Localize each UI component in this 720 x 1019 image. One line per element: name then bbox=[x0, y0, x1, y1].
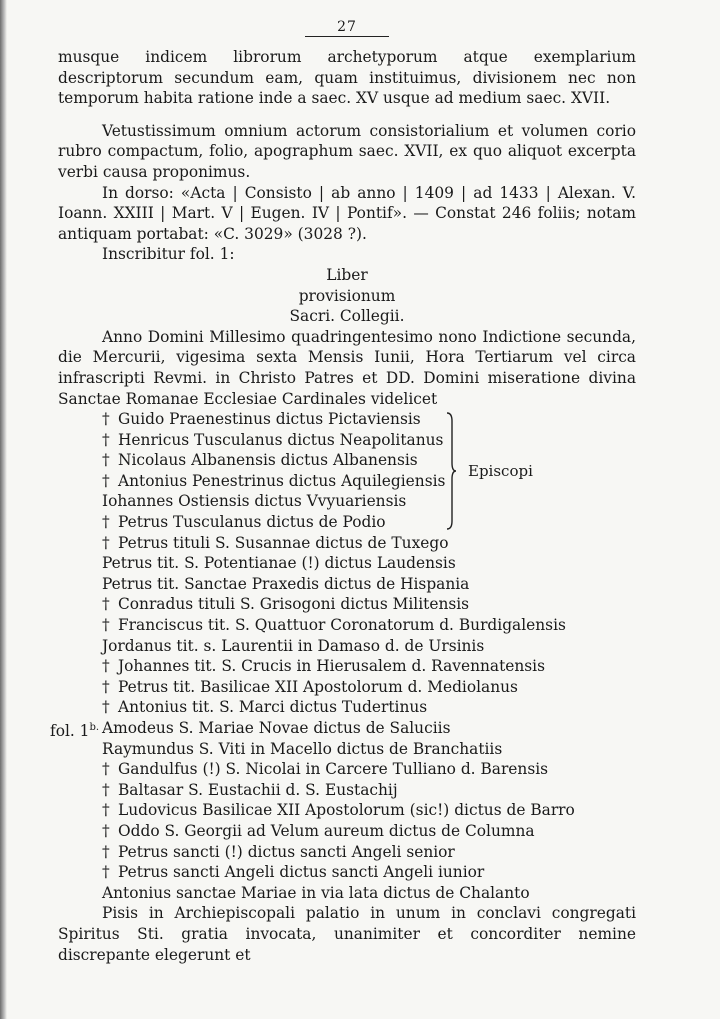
dorso-paragraph: In dorso: «Acta | Consisto | ab anno | 1409 | ad 1433 | Alexan. V. Ioann. XXIII | Mart. V | Eugen. IV | Pontif». — Constat 246 foliis; notam antiquam portabat: «C. 3029» (3028 ?). bbox=[58, 183, 636, 243]
document-page bbox=[50, 18, 636, 965]
intro-line: ratione inde a saec. XV usque ad medium saec. XVII. bbox=[197, 89, 611, 108]
cardinal-name: Nicolaus Albanensis dictus Albanensis bbox=[118, 451, 418, 470]
cardinal-entry bbox=[58, 450, 636, 471]
cardinal-entry bbox=[58, 677, 636, 698]
cardinal-entry bbox=[58, 800, 636, 821]
cross-mark: † bbox=[102, 430, 110, 449]
cross-mark: † bbox=[102, 698, 110, 717]
cardinal-name: Antonius tit. S. Marci dictus Tudertinus bbox=[118, 698, 428, 717]
cardinal-name: Baltasar S. Eustachii d. S. Eustachij bbox=[118, 780, 398, 799]
cross-mark: † bbox=[102, 780, 110, 799]
cardinal-name: Petrus tituli S. Susannae dictus de Tuxego bbox=[118, 533, 449, 552]
cardinal-entry bbox=[58, 883, 636, 904]
description-paragraph: Vetustissimum omnium actorum consistorialium et volumen corio rubro compactum, folio, apographum saec. XVII, ex quo aliquot excerpta verbi causa proponimus. bbox=[58, 121, 636, 181]
cross-mark: † bbox=[102, 760, 110, 779]
cross-mark: † bbox=[102, 863, 110, 882]
cross-mark: † bbox=[102, 677, 110, 696]
cardinal-name: Johannes tit. S. Crucis in Hierusalem d. Ravennatensis bbox=[118, 657, 545, 676]
cardinal-name: Guido Praenestinus dictus Pictaviensis bbox=[118, 410, 421, 429]
cardinal-name: Franciscus tit. S. Quattuor Coronatorum d. Burdigalensis bbox=[118, 616, 566, 635]
cardinal-name: Oddo S. Georgii ad Velum aureum dictus de Columna bbox=[118, 821, 535, 840]
cross-mark: † bbox=[102, 801, 110, 820]
cardinal-entry bbox=[58, 759, 636, 780]
scan-edge-shadow bbox=[0, 0, 7, 1019]
cardinal-name: Iohannes Ostiensis dictus Vvyuariensis bbox=[102, 492, 407, 511]
cardinal-name: Amodeus S. Mariae Novae dictus de Saluciis bbox=[102, 719, 451, 737]
cardinal-entry bbox=[58, 409, 636, 430]
folio-marker-text: fol. 1 bbox=[50, 722, 90, 741]
closing-paragraph: Pisis in Archiepiscopali palatio in unum in conclavi congregati Spiritus Sti. gratia invocata, unanimiter et concorditer nemine discrepante elegerunt et bbox=[58, 904, 636, 964]
cardinal-name: Petrus tit. Basilicae XII Apostolorum d. Mediolanus bbox=[118, 677, 518, 696]
cardinal-name: Petrus tit. S. Potentianae (!) dictus Laudensis bbox=[102, 554, 456, 573]
cardinal-name: Gandulfus (!) S. Nicolai in Carcere Tulliano d. Barensis bbox=[118, 760, 549, 779]
cardinal-entry bbox=[58, 697, 636, 718]
cardinal-name: Antonius sanctae Mariae in via lata dictus de Chalanto bbox=[102, 883, 530, 902]
cardinal-entry bbox=[58, 780, 636, 801]
cross-mark: † bbox=[102, 821, 110, 840]
cardinal-entry bbox=[58, 842, 636, 863]
cardinal-name: Conradus tituli S. Grisogoni dictus Militensis bbox=[118, 595, 470, 614]
intro-line: musque indicem librorum archetyporum atque exemplarium descriptorum bbox=[58, 48, 636, 87]
cardinal-entry bbox=[58, 471, 636, 492]
title-line: Sacri. Collegii. bbox=[289, 307, 405, 326]
cardinal-name: Antonius Penestrinus dictus Aquilegiensis bbox=[118, 471, 446, 490]
cardinal-entry bbox=[58, 636, 636, 657]
page-number: 27 bbox=[305, 18, 389, 37]
cardinals-list bbox=[50, 409, 636, 903]
cardinal-name: Raymundus S. Viti in Macello dictus de Branchatiis bbox=[102, 739, 503, 758]
cross-mark: † bbox=[102, 513, 110, 532]
cross-mark: † bbox=[102, 616, 110, 635]
cardinal-entry bbox=[58, 574, 636, 595]
bishops-label: Episcopi bbox=[468, 462, 533, 481]
election-paragraph: Anno Domini Millesimo quadringentesimo nono Indictione secunda, die Mercurii, vigesima sexta Mensis Iunii, Hora Tertiarum vel circa infrascripti Revmi. in Christo Patres et DD. Domini miseratione divina Sanctae Romanae Ecclesiae Cardinales videlicet bbox=[58, 327, 636, 408]
cross-mark: † bbox=[102, 533, 110, 552]
cardinal-name: Jordanus tit. s. Laurentii in Damaso d. de Ursinis bbox=[102, 636, 485, 655]
cardinal-entry bbox=[50, 718, 636, 741]
cardinal-name: Petrus Tusculanus dictus de Podio bbox=[118, 513, 386, 532]
inscription-title bbox=[58, 265, 636, 327]
cross-mark: † bbox=[102, 595, 110, 614]
cardinal-entry bbox=[58, 553, 636, 574]
intro-paragraph bbox=[58, 47, 636, 109]
cardinal-entry bbox=[58, 533, 636, 554]
cross-mark: † bbox=[102, 471, 110, 490]
cardinal-name: Petrus sancti Angeli dictus sancti Angeli iunior bbox=[118, 863, 485, 882]
cross-mark: † bbox=[102, 657, 110, 676]
folio-marker-sup: b. bbox=[89, 722, 100, 733]
cardinal-entry bbox=[58, 594, 636, 615]
inscription-intro: Inscribitur fol. 1: bbox=[102, 245, 235, 264]
cardinal-name: Henricus Tusculanus dictus Neapolitanus bbox=[118, 430, 444, 449]
cross-mark: † bbox=[102, 451, 110, 470]
cross-mark: † bbox=[102, 842, 110, 861]
intro-line: secundum eam, quam instituimus, divisionem nec non temporum habita bbox=[58, 68, 636, 108]
cardinal-entry bbox=[58, 821, 636, 842]
cardinal-entry bbox=[58, 430, 636, 451]
cardinal-entry bbox=[58, 739, 636, 760]
cardinal-entry bbox=[58, 862, 636, 883]
cardinal-entry bbox=[58, 656, 636, 677]
cardinal-entry bbox=[58, 512, 636, 533]
title-line: Liber bbox=[326, 265, 368, 284]
title-line: provisionum bbox=[298, 286, 396, 305]
cardinal-name: Petrus sancti (!) dictus sancti Angeli senior bbox=[118, 842, 455, 861]
cardinal-entry bbox=[58, 615, 636, 636]
cross-mark: † bbox=[102, 410, 110, 429]
cardinal-name: Ludovicus Basilicae XII Apostolorum (sic!) dictus de Barro bbox=[118, 801, 575, 820]
cardinal-entry bbox=[58, 491, 636, 512]
cardinal-name: Petrus tit. Sanctae Praxedis dictus de Hispania bbox=[102, 574, 470, 593]
